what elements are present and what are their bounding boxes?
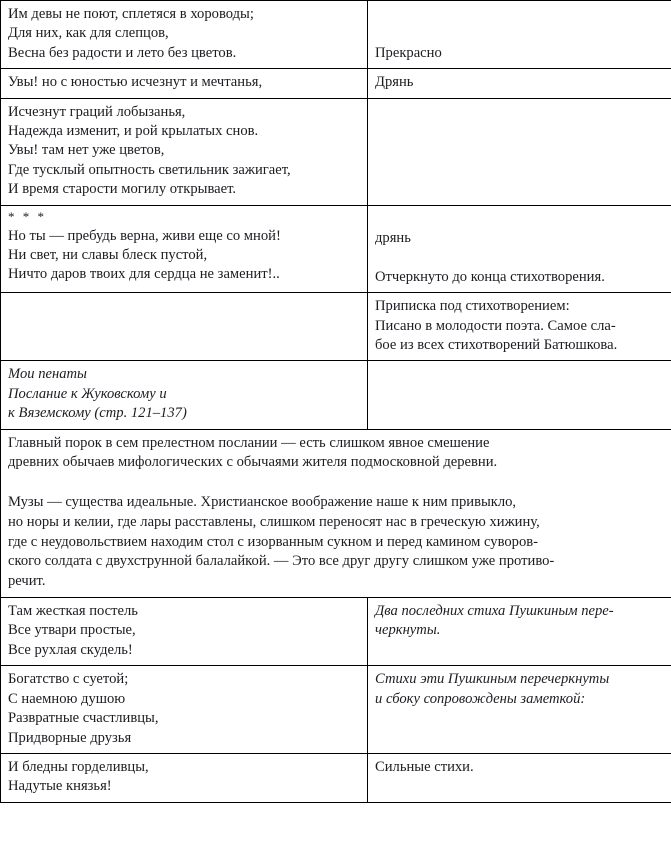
verse-cell [1, 205, 368, 293]
prose-paragraph-gap [8, 473, 664, 493]
annotation-text: Сильные стихи. [375, 758, 474, 775]
verse-line: И бледны горделивцы, [8, 758, 149, 775]
table-row [1, 293, 671, 361]
verse-line: Там жесткая постель [8, 603, 138, 620]
verse-cell [1, 598, 368, 666]
annotation-text: Стихи эти Пушкиным перечеркнуты [375, 671, 610, 688]
table-body [1, 1, 671, 803]
annotation-cell [368, 69, 671, 98]
annotation-cell [368, 205, 671, 293]
annotation-cell-empty [368, 361, 671, 429]
verse-line: Надутые князья! [8, 778, 112, 795]
prose-line: ского солдата с двухструнной балалайкой. — Это все друг другу слишком уже противо- [8, 553, 555, 570]
verse-cell [1, 666, 368, 754]
annotation-cell [368, 598, 671, 666]
verse-cell [1, 753, 368, 802]
prose-line: Главный порок в сем прелестном послании — есть слишком явное смешение [8, 434, 490, 451]
table-row [1, 753, 671, 802]
annotation-cell [368, 666, 671, 754]
verse-line: Весна без радости и лето без цветов. [8, 44, 237, 61]
verse-line: Придворные друзья [8, 729, 132, 746]
table-row [1, 598, 671, 666]
verse-line: Надежда изменит, и рой крылатых снов. [8, 123, 259, 140]
annotation-text: Дрянь [375, 74, 414, 91]
work-title-cell [1, 361, 368, 429]
verse-line: Но ты — пребудь верна, живи еще со мной! [8, 227, 281, 244]
annotation-text: Прекрасно [375, 44, 442, 61]
verse-line: С наемною душою [8, 690, 126, 707]
prose-line: древних обычаев мифологических с обычаями жителя подмосковной деревни. [8, 454, 498, 471]
verse-line: Все рухлая скудель! [8, 641, 133, 658]
table-row [1, 205, 671, 293]
table-row [1, 98, 671, 205]
verse-line: Увы! но с юностью исчезнут и мечтанья, [8, 74, 263, 91]
annotation-text: черкнуты. [375, 622, 441, 639]
work-subtitle: Послание к Жуковскому и [8, 385, 167, 402]
table-row [1, 666, 671, 754]
section-break-asterisks: * * * [8, 208, 47, 224]
work-page-range: к Вяземскому (стр. 121–137) [8, 405, 187, 422]
verse-cell [1, 69, 368, 98]
work-title: Мои пенаты [8, 366, 87, 383]
prose-line: Музы — существа идеальные. Христианское воображение наше к ним привыкло, [8, 494, 517, 511]
verse-line: Развратные счастливцы, [8, 710, 159, 727]
annotation-text: Писано в молодости поэта. Самое сла- [375, 317, 616, 334]
verse-cell-empty [1, 293, 368, 361]
annotation-cell-empty [368, 98, 671, 205]
verse-line: Ничто даров твоих для сердца не заменит!.. [8, 266, 280, 283]
annotation-spacer [375, 5, 664, 24]
verse-line: Исчезнут граций лобызанья, [8, 103, 186, 120]
verse-line: Им девы не поют, сплетяся в хороводы; [8, 6, 254, 22]
verse-line: Богатство с суетой; [8, 671, 129, 688]
verse-cell [1, 1, 368, 69]
annotation-spacer [375, 24, 664, 43]
verse-line: Для них, как для слепцов, [8, 25, 169, 42]
annotation-text: Отчеркнуто до конца стихотворения. [375, 268, 605, 285]
annotation-cell [368, 753, 671, 802]
annotation-cell [368, 293, 671, 361]
verse-line: И время старости могилу открывает. [8, 181, 237, 198]
verse-line: Где тусклый опытность светильник зажигает, [8, 161, 291, 178]
verse-line: Все утвари простые, [8, 622, 136, 639]
annotation-cell [368, 1, 671, 69]
annotation-text: Два последних стиха Пушкиным пере- [375, 603, 614, 620]
annotation-text: Приписка под стихотворением: [375, 298, 570, 315]
prose-commentary-cell [1, 429, 671, 597]
annotation-text: дрянь [375, 230, 411, 247]
annotation-text: и сбоку сопровождены заметкой: [375, 690, 586, 707]
annotation-text: бое из всех стихотворений Батюшкова. [375, 337, 618, 354]
prose-line: речит. [8, 573, 46, 590]
prose-line: где с неудовольствием находим стол с изорванным сукном и перед камином суворов- [8, 533, 539, 550]
table-row [1, 1, 671, 69]
annotation-spacer [375, 248, 664, 267]
verse-line: Увы! там нет уже цветов, [8, 142, 165, 159]
verse-line: Ни свет, ни славы блеск пустой, [8, 247, 208, 263]
annotation-spacer [375, 210, 664, 229]
verse-cell [1, 98, 368, 205]
table-row [1, 361, 671, 429]
prose-line: но норы и келии, где лары расставлены, слишком переносят нас в греческую хижину, [8, 513, 540, 530]
table-row [1, 69, 671, 98]
table-row [1, 429, 671, 597]
